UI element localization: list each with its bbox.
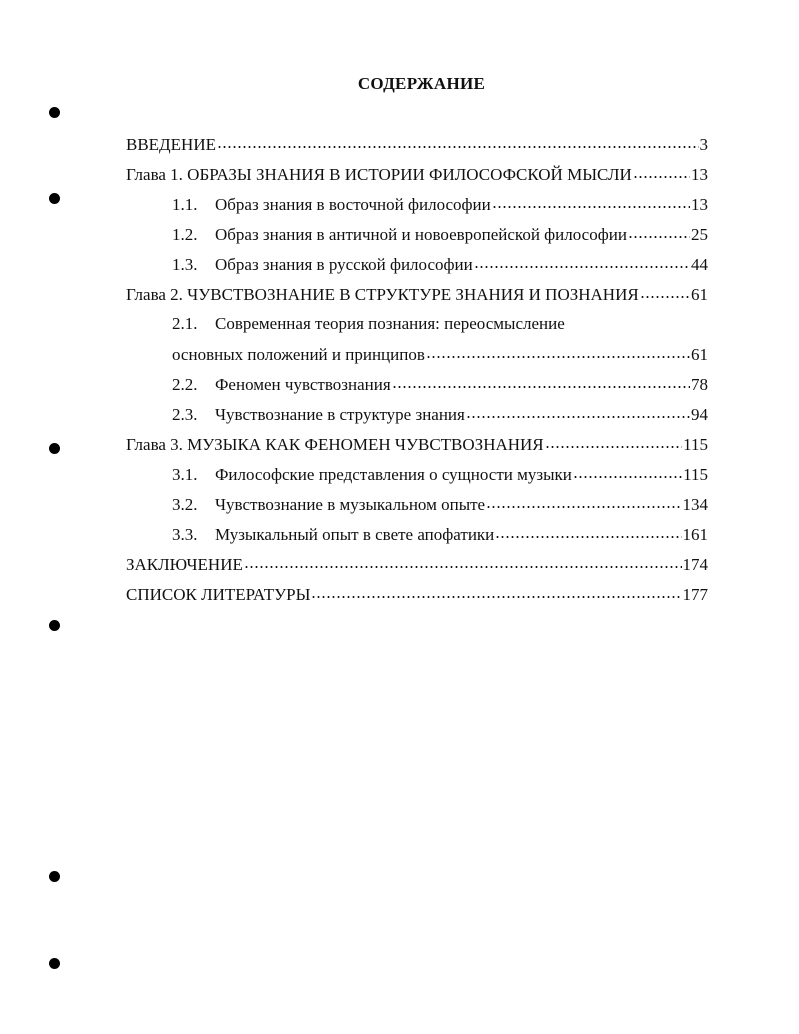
- entry-title: Глава 2. ЧУВСТВОЗНАНИЕ В СТРУКТУРЕ ЗНАНИЯ И ПОЗНАНИЯ: [126, 285, 639, 304]
- entry-title: Чувствознание в структуре знания: [215, 405, 465, 424]
- toc-entry: [126, 224, 708, 254]
- dot-leader: [244, 554, 682, 570]
- dot-leader: [426, 344, 690, 360]
- toc-entry: [126, 494, 708, 524]
- dot-leader: [628, 224, 690, 240]
- entry-page: 44: [691, 255, 708, 274]
- toc-entry: [126, 404, 708, 434]
- entry-page: 174: [682, 555, 708, 574]
- dot-leader: [573, 464, 682, 480]
- dot-leader: [492, 194, 690, 210]
- toc-entry: [126, 584, 708, 614]
- toc-entry: [126, 314, 708, 344]
- entry-number: 2.1.: [172, 314, 198, 333]
- entry-title: Философские представления о сущности музыки: [215, 465, 572, 484]
- dot-leader: [392, 374, 690, 390]
- toc-entry: [126, 434, 708, 464]
- page-title: СОДЕРЖАНИЕ: [357, 74, 486, 93]
- punch-hole: [49, 958, 60, 969]
- entry-page: 61: [691, 285, 708, 304]
- entry-title: Музыкальный опыт в свете апофатики: [215, 525, 495, 544]
- entry-number: 1.3.: [172, 255, 198, 274]
- toc-entry: [126, 194, 708, 224]
- table-of-contents: [126, 134, 708, 614]
- entry-page: 115: [683, 465, 708, 484]
- dot-leader: [640, 284, 690, 300]
- entry-page: 61: [691, 345, 708, 364]
- punch-hole: [49, 871, 60, 882]
- entry-page: 13: [691, 195, 708, 214]
- entry-title: Образ знания в восточной философии: [215, 195, 491, 214]
- entry-title: Чувствознание в музыкальном опыте: [215, 495, 486, 514]
- punch-hole: [49, 443, 60, 454]
- dot-leader: [474, 254, 690, 270]
- toc-entry: [126, 134, 708, 164]
- entry-page: 25: [691, 225, 708, 244]
- entry-page: 13: [691, 165, 708, 184]
- dot-leader: [633, 164, 690, 180]
- entry-number: 1.1.: [172, 195, 198, 214]
- toc-entry: [126, 464, 708, 494]
- toc-entry: [126, 524, 708, 554]
- entry-number: 1.2.: [172, 225, 198, 244]
- entry-title: ЗАКЛЮЧЕНИЕ: [126, 555, 243, 574]
- dot-leader: [545, 434, 682, 450]
- entry-page: 94: [691, 405, 708, 424]
- entry-number: 3.3.: [172, 525, 198, 544]
- entry-number: 2.3.: [172, 405, 198, 424]
- toc-entry: [126, 554, 708, 584]
- entry-title: Образ знания в русской философии: [215, 255, 473, 274]
- entry-title-continued: основных положений и принципов: [172, 345, 425, 364]
- entry-page: 177: [682, 585, 708, 604]
- entry-number: 2.2.: [172, 375, 198, 394]
- entry-number: 3.2.: [172, 495, 198, 514]
- toc-entry: [126, 254, 708, 284]
- toc-entry: [126, 284, 708, 314]
- entry-page: 134: [682, 495, 708, 514]
- entry-title: Глава 1. ОБРАЗЫ ЗНАНИЯ В ИСТОРИИ ФИЛОСОФСКОЙ МЫСЛИ: [126, 165, 632, 184]
- punch-hole: [49, 620, 60, 631]
- dot-leader: [495, 524, 681, 540]
- entry-title: Современная теория познания: переосмысление: [215, 314, 565, 333]
- dot-leader: [217, 134, 699, 150]
- toc-entry: [126, 164, 708, 194]
- dot-leader: [466, 404, 690, 420]
- toc-entry: [126, 374, 708, 404]
- punch-hole: [49, 107, 60, 118]
- entry-page: 115: [683, 435, 708, 454]
- entry-page: 3: [699, 135, 708, 154]
- entry-title: Образ знания в античной и новоевропейской философии: [215, 225, 627, 244]
- dot-leader: [311, 584, 681, 600]
- entry-title: Глава 3. МУЗЫКА КАК ФЕНОМЕН ЧУВСТВОЗНАНИЯ: [126, 435, 544, 454]
- entry-page: 161: [682, 525, 708, 544]
- entry-title: СПИСОК ЛИТЕРАТУРЫ: [126, 585, 311, 604]
- entry-page: 78: [691, 375, 708, 394]
- punch-hole: [49, 193, 60, 204]
- dot-leader: [486, 494, 681, 510]
- entry-title: ВВЕДЕНИЕ: [126, 135, 216, 154]
- entry-number: 3.1.: [172, 465, 198, 484]
- toc-entry-continuation: [126, 344, 708, 374]
- entry-title: Феномен чувствознания: [215, 375, 391, 394]
